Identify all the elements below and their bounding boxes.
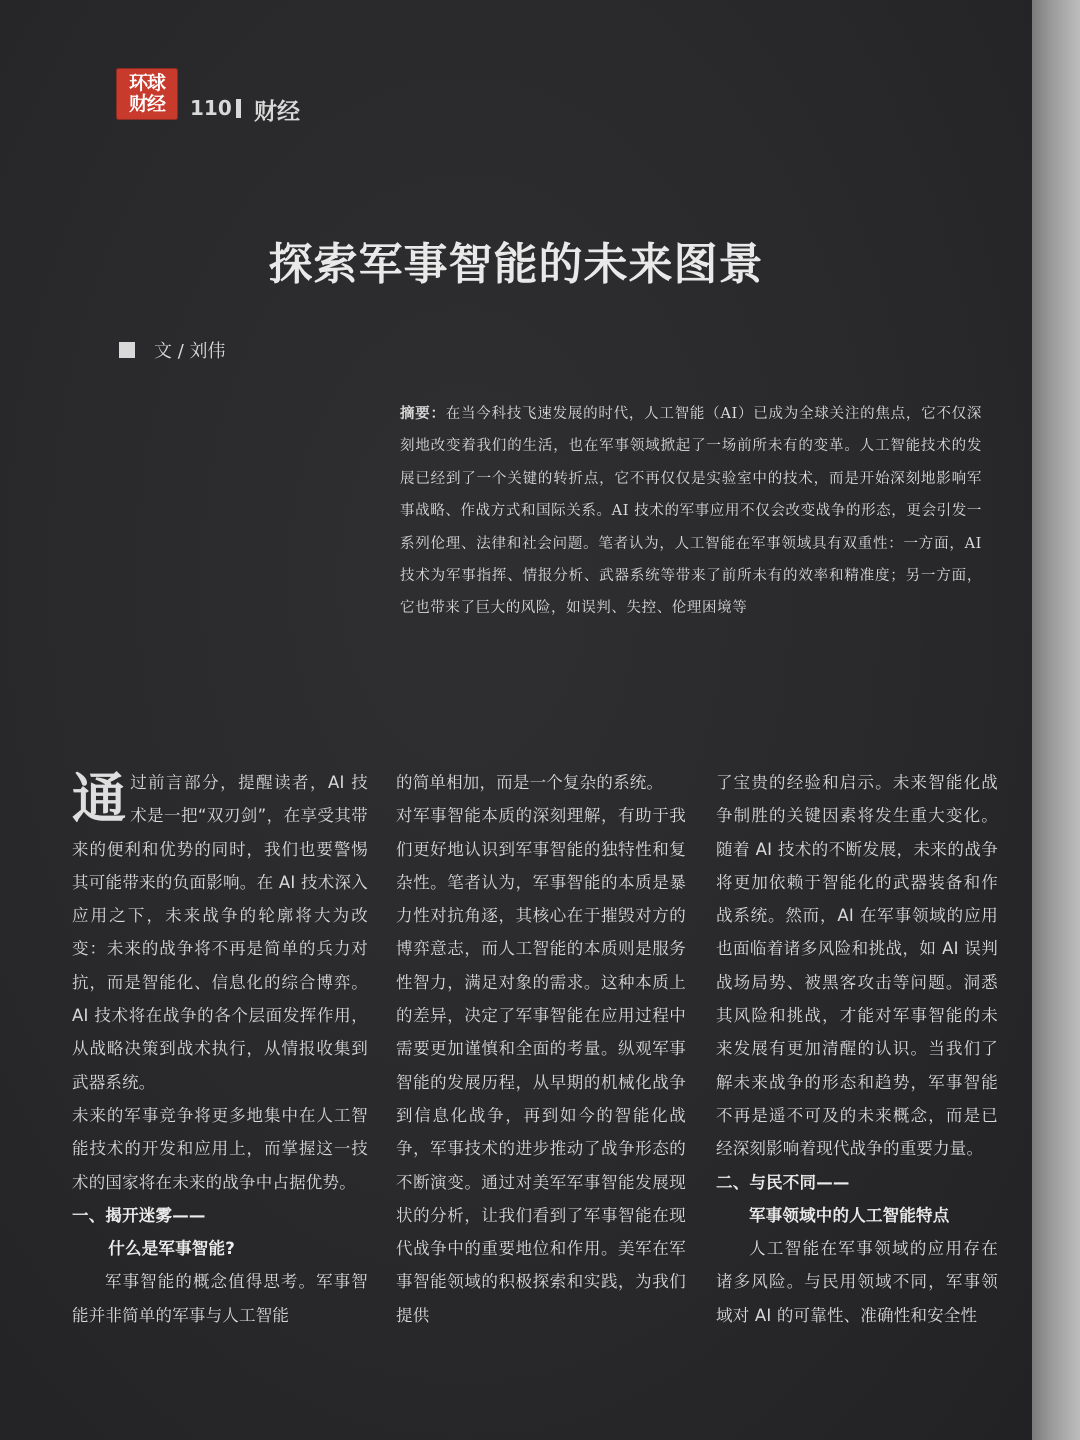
header-divider bbox=[236, 99, 241, 118]
abstract-label: 摘要： bbox=[400, 406, 446, 422]
section-name: 财经 bbox=[254, 99, 300, 125]
article-author: 文 / 刘伟 bbox=[154, 341, 226, 362]
intro-paragraph bbox=[72, 766, 368, 1099]
magazine-logo bbox=[116, 68, 178, 120]
paragraph: 的简单相加，而是一个复杂的系统。 bbox=[396, 773, 664, 792]
body-column-1 bbox=[72, 766, 368, 1332]
body-column-3 bbox=[716, 766, 998, 1332]
article-title: 探索军事智能的未来图景 bbox=[268, 239, 764, 290]
section-subheading-2: 军事领域中的人工智能特点 bbox=[749, 1205, 950, 1225]
article-abstract bbox=[400, 398, 982, 625]
author-marker-square bbox=[119, 342, 135, 358]
page-edge bbox=[1032, 0, 1080, 1440]
section-heading-2: 二、与民不同—— bbox=[716, 1172, 850, 1192]
abstract-text: 在当今科技飞速发展的时代，人工智能（AI）已成为全球关注的焦点，它不仅深刻地改变着我们的生活，也在军事领域掀起了一场前所未有的变革。人工智能技术的发展已经到了一个关键的转折点，它不再仅仅是实验室中的技术，而是开始深刻地影响军事战略、作战方式和国际关系。AI 技术的军事应用不仅会改变战争的形态，更会引发一系列伦理、法律和社会问题。笔者认为，人工智能在军事领域具有双重性：一方面，AI 技术为军事指挥、情报分析、武器系统等带来了前所未有的效率和精准度；另一方面，它也带来了巨大的风险，如误判、失控、伦理困境等 bbox=[400, 406, 982, 617]
paragraph: 未来的军事竞争将更多地集中在人工智能技术的开发和应用上，而掌握这一技术的国家将在未来的战争中占据优势。 bbox=[72, 1105, 368, 1192]
page-number: 110 bbox=[190, 96, 232, 120]
drop-cap: 通 bbox=[72, 767, 127, 830]
section-heading-1: 一、揭开迷雾—— bbox=[72, 1205, 206, 1225]
logo-line-2: 财经 bbox=[128, 93, 165, 115]
paragraph: 人工智能在军事领域的应用存在诸多风险。与民用领域不同，军事领域对 AI 的可靠性、准确性和安全性 bbox=[716, 1239, 998, 1325]
paragraph: 对军事智能本质的深刻理解，有助于我们更好地认识到军事智能的独特性和复杂性。笔者认为，军事智能的本质是暴力性对抗角逐，其核心在于摧毁对方的博弈意志，而人工智能的本质则是服务性智力，满足对象的需求。这种本质上的差异，决定了军事智能在应用过程中需要更加谨慎和全面的考量。纵观军事智能的发展历程，从早期的机械化战争到信息化战争，再到如今的智能化战争，军事技术的进步推动了战争形态的不断演变。通过对美军军事智能发展现状的分析，让我们看到了军事智能在现代战争中的重要地位和作用。美军在军事智能领域的积极探索和实践，为我们提供 bbox=[396, 806, 686, 1325]
section-subheading-1: 什么是军事智能? bbox=[108, 1239, 235, 1259]
logo-line-1: 环球 bbox=[128, 72, 165, 94]
paragraph: 军事智能的概念值得思考。军事智能并非简单的军事与人工智能 bbox=[72, 1272, 368, 1325]
intro-text: 过前言部分，提醒读者，AI 技术是一把“双刃剑”，在享受其带来的便利和优势的同时，我们也要警惕其可能带来的负面影响。在 AI 技术深入应用之下，未来战争的轮廓将大为改变：未来的战争将不再是简单的兵力对抗，而是智能化、信息化的综合博弈。AI 技术将在战争的各个层面发挥作用，从战略决策到战术执行，从情报收集到武器系统。 bbox=[72, 773, 368, 1092]
body-column-2 bbox=[396, 766, 686, 1332]
paragraph: 了宝贵的经验和启示。未来智能化战争制胜的关键因素将发生重大变化。随着 AI 技术的不断发展，未来的战争将更加依赖于智能化的武器装备和作战系统。然而，AI 在军事领域的应用也面临着诸多风险和挑战，如 AI 误判战场局势、被黑客攻击等问题。洞悉其风险和挑战，才能对军事智能的未来发展有更加清醒的认识。当我们了解未来战争的形态和趋势，军事智能不再是遥不可及的未来概念，而是已经深刻影响着现代战争的重要力量。 bbox=[716, 773, 998, 1159]
